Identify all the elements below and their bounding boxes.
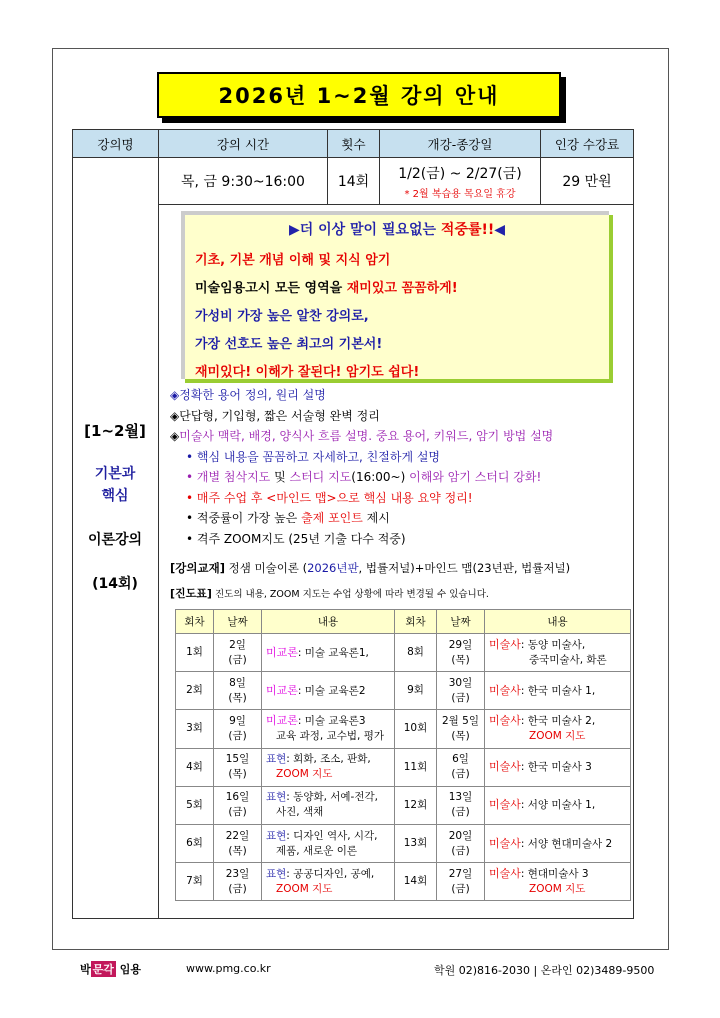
textbook-text-b: , 법률저널)+마인드 맵(23년판, 법률저널) (358, 561, 571, 575)
header-course-name: 강의명 (73, 130, 159, 158)
session-topic: : 한국 미술사 3 (520, 761, 592, 774)
session-topic: : 디자인 역사, 시각, (286, 829, 378, 842)
session-topic-note: 교육 과정, 교수법, 평가 (276, 730, 384, 743)
feature-subitem-d: (16:00~) (351, 470, 410, 484)
session-topic: : 동양화, 서예-전각, (286, 791, 378, 804)
session-topic-note: ZOOM 지도 (529, 730, 586, 743)
session-day: 8일 (229, 676, 246, 689)
session-weekday: (금) (228, 882, 247, 895)
feature-subitem (170, 529, 630, 550)
feature-subitem-e: 이해와 암기 스터디 강화! (409, 470, 542, 484)
feature-subitem-a: • 개별 첨삭지도 (186, 470, 271, 484)
course-detail (158, 205, 633, 919)
sched-header: 회차 (176, 610, 214, 634)
promo-line-1: 기초, 기본 개념 이해 및 지식 암기 (195, 253, 391, 268)
feature-item: ◈정확한 용어 정의, 원리 설명 (170, 388, 326, 402)
session-number: 5회 (176, 786, 214, 824)
promo-line-3: 가성비 가장 높은 알찬 강의로, (195, 309, 369, 324)
session-day: 20일 (448, 829, 473, 842)
session-weekday: (금) (451, 844, 470, 857)
session-weekday: (금) (451, 691, 470, 704)
session-category: 미술사 (489, 836, 521, 850)
side-category-line2: 핵심 (101, 488, 129, 504)
session-number: 8회 (395, 634, 437, 672)
session-category: 미술사 (489, 798, 521, 812)
session-day: 29일 (448, 638, 473, 651)
session-date (214, 863, 262, 901)
session-weekday: (금) (228, 806, 247, 819)
progress-note-text: 진도의 내용, ZOOM 지도는 수업 상황에 따라 변경될 수 있습니다. (214, 589, 489, 600)
session-category: 미술사 (489, 714, 521, 728)
session-number: 6회 (176, 824, 214, 862)
session-date (437, 748, 485, 786)
session-category: 미술사 (489, 638, 521, 652)
feature-subitem (170, 467, 630, 488)
header-period: 개강-종강일 (380, 130, 541, 158)
session-day: 27일 (448, 867, 473, 880)
session-content (485, 634, 631, 672)
session-topic-note: 중국미술사, 화론 (529, 654, 607, 667)
promo-heading-arrow: ◀ (494, 222, 506, 238)
contact-info: 학원 02)816-2030 | 온라인 02)3489-9500 (434, 964, 655, 977)
side-category (95, 463, 136, 507)
session-day: 30일 (448, 676, 473, 689)
session-category: 표현 (266, 753, 287, 766)
session-date (437, 863, 485, 901)
session-date (437, 634, 485, 672)
session-topic: : 서양 미술사 1, (520, 799, 596, 812)
feature-subitem: • 핵심 내용을 꼼꼼하고 자세하고, 친절하게 설명 (186, 449, 441, 464)
session-weekday: (목) (228, 768, 247, 781)
sched-header: 내용 (262, 610, 395, 634)
feature-subitem-a: • 격주 ZOOM지도 (186, 531, 285, 546)
course-fee: 29 만원 (541, 158, 634, 205)
session-topic: : 동양 미술사, (520, 639, 586, 652)
promo-heading-highlight: 적중률!! (440, 222, 495, 238)
session-content (485, 672, 631, 710)
promo-line-4: 가장 선호도 높은 최고의 기본서! (195, 337, 383, 352)
course-side-label (72, 205, 158, 919)
session-weekday: (금) (228, 729, 247, 742)
session-date (214, 786, 262, 824)
session-date (437, 786, 485, 824)
session-content (262, 786, 395, 824)
session-topic: : 한국 미술사 2, (520, 715, 596, 728)
session-content (262, 634, 395, 672)
session-topic: : 미술 교육론3 (297, 715, 366, 728)
session-day: 15일 (225, 753, 250, 766)
session-weekday: (목) (451, 653, 470, 666)
session-date (437, 824, 485, 862)
session-weekday: (금) (228, 653, 247, 666)
progress-note (170, 585, 489, 601)
session-day: 16일 (225, 791, 250, 804)
session-topic: : 한국 미술사 1, (520, 684, 596, 697)
session-topic: : 회화, 조소, 판화, (286, 753, 371, 766)
promo-line-2-text: 미술임용고시 모든 영역을 (195, 281, 343, 296)
session-number: 2회 (176, 672, 214, 710)
session-number: 9회 (395, 672, 437, 710)
session-weekday: (금) (451, 882, 470, 895)
schedule-table (175, 609, 631, 901)
session-category: 미술사 (489, 760, 521, 774)
schedule-row (176, 786, 631, 824)
session-content (485, 863, 631, 901)
side-sessions: (14회) (92, 576, 138, 592)
sched-header: 내용 (485, 610, 631, 634)
sched-header: 회차 (395, 610, 437, 634)
session-category: 미교론 (266, 645, 298, 659)
session-day: 9일 (229, 714, 246, 727)
logo-part: 박 (80, 963, 91, 976)
session-topic: : 서양 현대미술사 2 (520, 837, 613, 850)
header-time: 강의 시간 (159, 130, 328, 158)
sched-header: 날짜 (214, 610, 262, 634)
promo-box (181, 211, 609, 379)
promo-heading-text: ▶더 이상 말이 필요없는 (288, 222, 437, 238)
session-day: 22일 (225, 829, 250, 842)
session-date (214, 824, 262, 862)
feature-subitem-b: (25년 기출 다수 적중) (284, 531, 406, 546)
textbook-label: [강의교재] (170, 561, 225, 575)
textbook-edition: 2026년판 (307, 561, 359, 575)
session-topic-note: ZOOM 지도 (276, 768, 333, 781)
promo-heading (195, 219, 599, 239)
session-content (485, 824, 631, 862)
session-date (214, 672, 262, 710)
feature-subitem-c: 제시 (362, 511, 390, 525)
brand-logo (80, 961, 141, 977)
session-date (437, 672, 485, 710)
session-weekday: (목) (228, 691, 247, 704)
feature-subitem-c: 스터디 지도 (289, 470, 352, 484)
feature-item: ◈단답형, 기입형, 짧은 서술형 완벽 정리 (170, 408, 380, 423)
textbook-info (170, 560, 570, 576)
session-topic-note: 사진, 색채 (276, 806, 324, 819)
session-topic: : 현대미술사 3 (520, 868, 589, 881)
session-date (437, 710, 485, 748)
session-weekday: (목) (451, 729, 470, 742)
header-fee: 인강 수강료 (541, 130, 634, 158)
schedule-row (176, 672, 631, 710)
session-number: 1회 (176, 634, 214, 672)
course-count: 14회 (328, 158, 380, 205)
promo-line-2 (195, 275, 599, 303)
course-period-note: * 2월 복습용 목요일 휴강 (404, 188, 516, 200)
session-content (485, 748, 631, 786)
feature-subitem-b: 및 (270, 470, 290, 484)
sched-header: 날짜 (437, 610, 485, 634)
progress-label: [진도표] (170, 587, 212, 600)
side-type: 이론강의 (87, 532, 143, 548)
session-topic-note: ZOOM 지도 (276, 882, 333, 895)
session-content (262, 710, 395, 748)
feature-item-text: 미술사 맥락, 배경, 양식사 흐름 설명. 중요 용어, 키워드, 암기 방법 설명 (179, 429, 554, 443)
session-topic: : 미술 교육론1, (297, 646, 369, 659)
side-month: [1~2월] (84, 422, 146, 440)
course-period-cell (380, 158, 541, 205)
session-content (485, 786, 631, 824)
session-category: 미술사 (489, 867, 521, 881)
feature-marker: ◈ (170, 429, 180, 443)
session-date (214, 710, 262, 748)
feature-subitem-highlight: 출제 포인트 (301, 511, 363, 525)
feature-subitem: • 매주 수업 후 <마인드 맵>으로 핵심 내용 요약 정리! (186, 490, 473, 505)
course-time: 목, 금 9:30~16:00 (159, 158, 328, 205)
session-day: 2일 (229, 638, 246, 651)
schedule-row (176, 634, 631, 672)
session-date (214, 634, 262, 672)
session-number: 11회 (395, 748, 437, 786)
feature-subitem-a: • 적중률이 가장 높은 (186, 511, 302, 525)
session-number: 4회 (176, 748, 214, 786)
session-day: 23일 (225, 867, 250, 880)
schedule-row (176, 748, 631, 786)
session-content (262, 672, 395, 710)
feature-subitem (170, 508, 630, 529)
logo-part: 문각 (92, 963, 114, 976)
session-category: 미교론 (266, 683, 298, 697)
session-number: 13회 (395, 824, 437, 862)
session-day: 2월 5일 (442, 714, 479, 727)
page-title: 2026년 1~2월 강의 안내 (157, 72, 561, 118)
website-url: www.pmg.co.kr (186, 962, 271, 975)
session-number: 3회 (176, 710, 214, 748)
session-content (262, 863, 395, 901)
session-weekday: (금) (451, 806, 470, 819)
session-category: 표현 (266, 829, 287, 842)
session-content (262, 824, 395, 862)
session-weekday: (금) (451, 768, 470, 781)
schedule-row (176, 863, 631, 901)
course-period: 1/2(금) ~ 2/27(금) (398, 165, 522, 182)
session-number: 12회 (395, 786, 437, 824)
session-number: 14회 (395, 863, 437, 901)
session-weekday: (목) (228, 844, 247, 857)
session-date (214, 748, 262, 786)
session-number: 7회 (176, 863, 214, 901)
promo-line-5: 재미있다! 이해가 잘된다! 암기도 쉽다! (195, 365, 420, 380)
session-topic: : 공공디자인, 공예, (286, 867, 375, 880)
session-content (485, 710, 631, 748)
promo-line-2-highlight: 재미있고 꼼꼼하게! (346, 281, 458, 296)
feature-list (170, 385, 630, 549)
schedule-row (176, 824, 631, 862)
session-topic-note: 제품, 새로운 이론 (276, 844, 358, 857)
header-count: 횟수 (328, 130, 380, 158)
session-number: 10회 (395, 710, 437, 748)
session-category: 표현 (266, 791, 287, 804)
session-day: 6일 (452, 753, 469, 766)
schedule-row (176, 710, 631, 748)
feature-item (170, 426, 630, 447)
session-topic: : 미술 교육론2 (297, 684, 366, 697)
session-content (262, 748, 395, 786)
textbook-text-a: 정샘 미술이론 ( (224, 561, 308, 575)
session-category: 표현 (266, 867, 287, 880)
session-topic-note: ZOOM 지도 (529, 883, 586, 896)
logo-part: 임용 (115, 963, 141, 976)
session-category: 미교론 (266, 714, 298, 728)
side-category-line1: 기본과 (94, 466, 136, 482)
footer (0, 955, 720, 985)
session-day: 13일 (448, 791, 473, 804)
session-category: 미술사 (489, 683, 521, 697)
